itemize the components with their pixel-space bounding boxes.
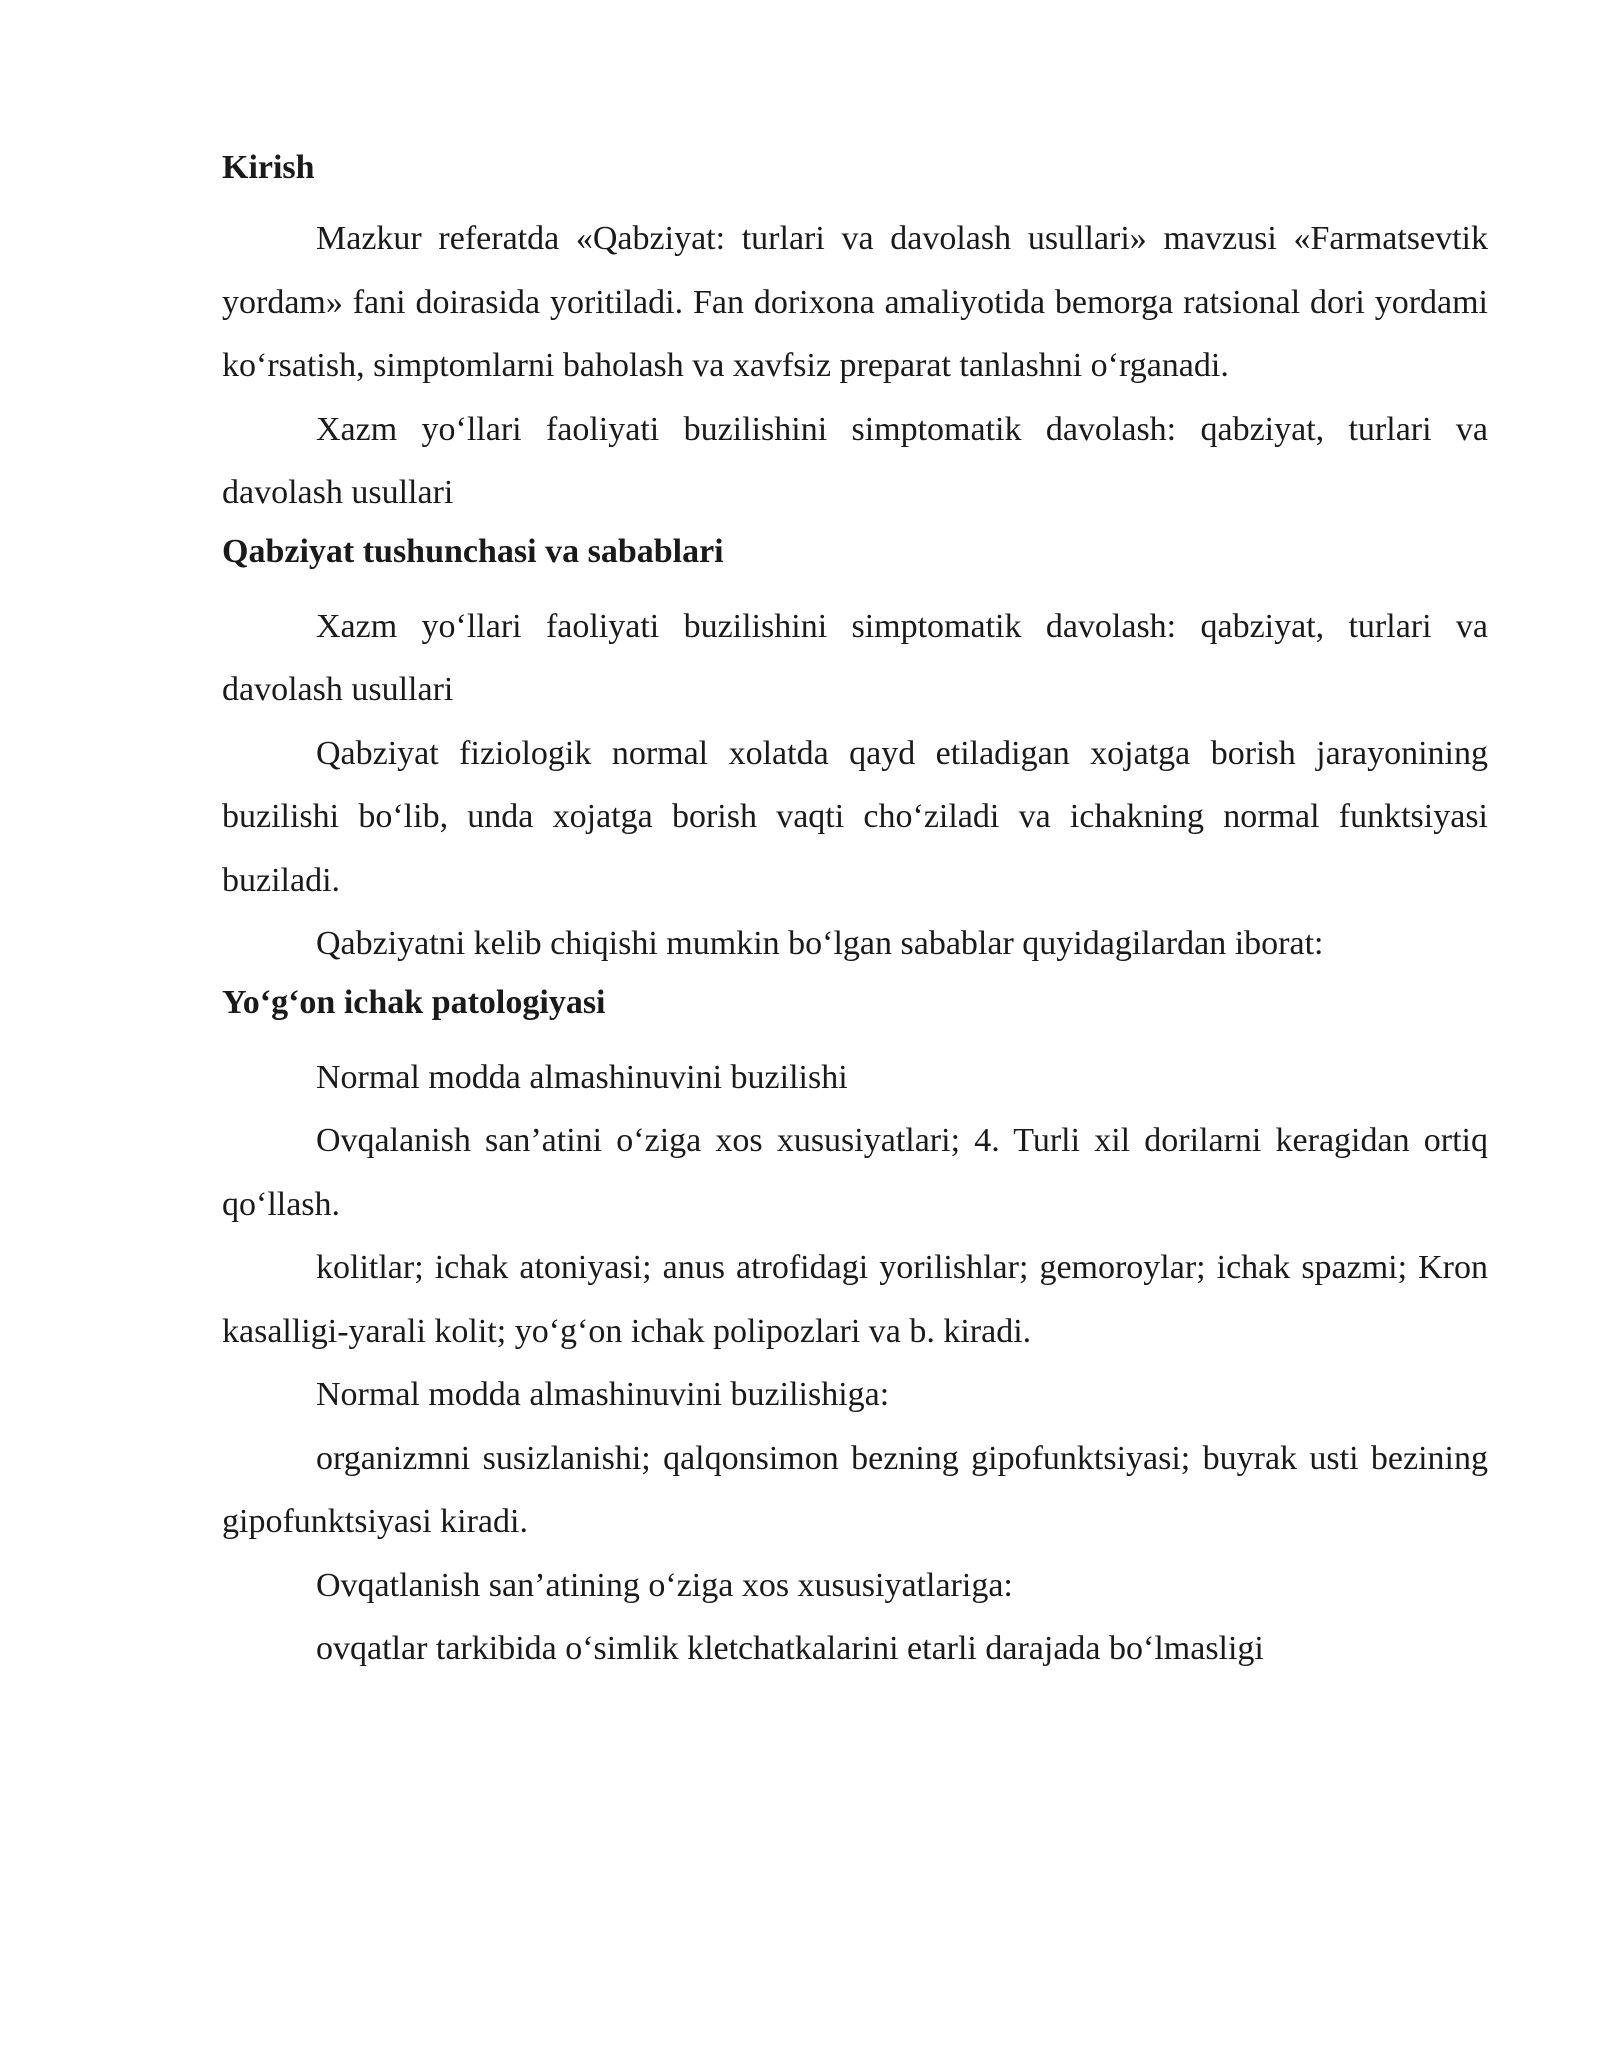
paragraph: Xazm yo‘llari faoliyati buzilishini simptomatik davolash: qabziyat, turlari va davolash usullari	[222, 410, 1488, 511]
paragraph: ovqatlar tarkibida o‘simlik kletchatkalarini etarli darajada bo‘lmasligi	[316, 1630, 1264, 1667]
section-heading-intro: Kirish	[222, 149, 315, 186]
paragraph: Normal modda almashinuvini buzilishi	[316, 1058, 848, 1096]
paragraph: Ovqalanish san’atini o‘ziga xos xususiyatlari; 4. Turli xil dorilarni keragidan ortiq qo‘llash.	[222, 1122, 1488, 1223]
paragraph: Qabziyatni kelib chiqishi mumkin bo‘lgan sabablar quyidagilardan iborat:	[316, 925, 1324, 962]
section-heading-pathology: Yo‘g‘on ichak patologiyasi	[222, 983, 606, 1021]
paragraph: organizmni susizlanishi; qalqonsimon bezning gipofunktsiyasi; buyrak usti bezining gipofunktsiyasi kiradi.	[222, 1439, 1488, 1540]
paragraph: Normal modda almashinuvini buzilishiga:	[316, 1376, 890, 1413]
paragraph: Xazm yo‘llari faoliyati buzilishini simptomatik davolash: qabziyat, turlari va davolash usullari	[222, 607, 1488, 708]
paragraph: Mazkur referatda «Qabziyat: turlari va davolash usullari» mavzusi «Farmatsevtik yordam» fani doirasida yoritiladi. Fan dorixona amaliyotida bemorga ratsional dori yordami ko‘rsatish, simptomlarni baholash va xavfsiz preparat tanlashni o‘rganadi.	[222, 220, 1488, 384]
section-heading-concept: Qabziyat tushunchasi va sabablari	[222, 532, 724, 570]
document-page	[222, 147, 1488, 1681]
paragraph: kolitlar; ichak atoniyasi; anus atrofidagi yorilishlar; gemoroylar; ichak spazmi; Kron kasalligi-yarali kolit; yo‘g‘on ichak polipozlari va b. kiradi.	[222, 1249, 1488, 1350]
paragraph: Ovqatlanish san’atining o‘ziga xos xususiyatlariga:	[316, 1566, 1013, 1604]
paragraph: Qabziyat fiziologik normal xolatda qayd etiladigan xojatga borish jarayonining buzilishi bo‘lib, unda xojatga borish vaqti cho‘ziladi va ichakning normal funktsiyasi buziladi.	[222, 734, 1488, 899]
